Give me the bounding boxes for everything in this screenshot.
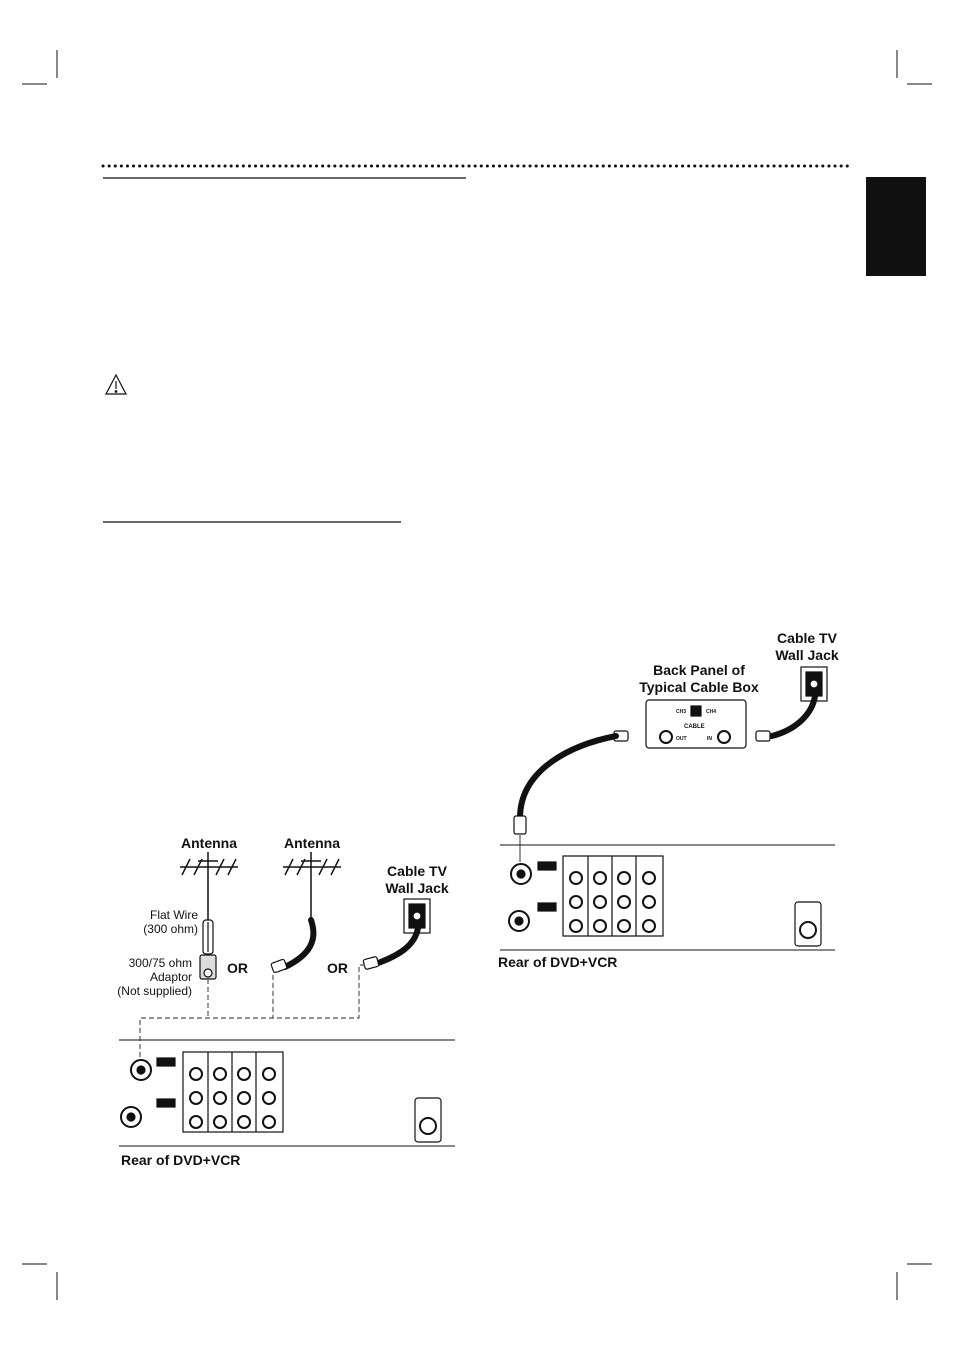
- svg-text:IN: IN: [707, 736, 712, 742]
- coax-plug-down: [514, 816, 526, 834]
- right-rear-connectors: [509, 856, 821, 946]
- or-label-2: OR: [327, 960, 348, 976]
- right-rear-caption: Rear of DVD+VCR: [498, 954, 618, 970]
- wall-to-box-cable: [772, 696, 815, 736]
- adaptor-label: 300/75 ohm Adaptor (Not supplied): [117, 956, 192, 998]
- antenna-2-label: Antenna: [284, 835, 340, 851]
- svg-text:CH3: CH3: [676, 709, 687, 715]
- left-rear-caption: Rear of DVD+VCR: [121, 1152, 241, 1168]
- cable-box-label: Back Panel of Typical Cable Box: [639, 662, 759, 695]
- svg-text:CH4: CH4: [706, 709, 717, 715]
- right-cable-jack-label: Cable TV Wall Jack: [775, 630, 839, 663]
- box-to-recorder-cable: [520, 736, 616, 818]
- left-cable-jack-label: Cable TV Wall Jack: [385, 863, 449, 896]
- svg-text:OUT: OUT: [676, 736, 687, 742]
- or-label-1: OR: [227, 960, 248, 976]
- antenna-1-label: Antenna: [181, 835, 237, 851]
- svg-text:CABLE: CABLE: [684, 724, 705, 730]
- flat-wire-label: Flat Wire (300 ohm): [143, 908, 198, 936]
